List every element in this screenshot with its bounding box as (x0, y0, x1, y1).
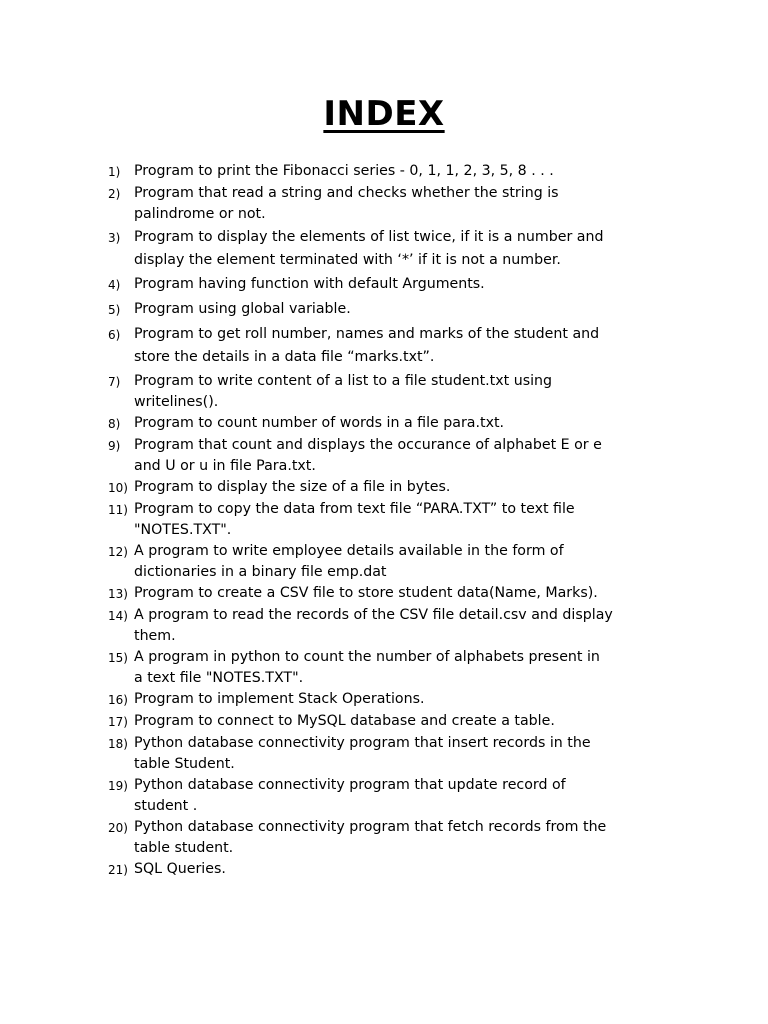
item-text (134, 775, 688, 817)
item-text (134, 711, 688, 732)
item-number: 8) (108, 417, 121, 431)
item-text (134, 274, 688, 295)
item-number: 18) (108, 737, 128, 751)
list-item (108, 274, 688, 296)
item-text (134, 299, 688, 320)
item-number: 4) (108, 278, 121, 292)
list-item (108, 227, 688, 271)
item-text (134, 541, 688, 583)
item-number: 2) (108, 187, 121, 201)
item-line: Program to count number of words in a file para.txt. (134, 415, 505, 431)
list-item (108, 324, 688, 368)
list-item (108, 435, 688, 477)
item-line: A program to read the records of the CSV file detail.csv and display (134, 607, 613, 623)
item-text (134, 477, 688, 498)
page-title (0, 90, 768, 138)
item-line: Program to display the elements of list twice, if it is a number and (134, 229, 604, 245)
item-line: Program to get roll number, names and marks of the student and (134, 326, 600, 342)
list-item (108, 499, 688, 541)
item-number: 3) (108, 231, 121, 245)
item-text (134, 227, 688, 271)
item-line: Program having function with default Arguments. (134, 276, 485, 292)
item-text (134, 324, 688, 368)
item-number: 15) (108, 651, 128, 665)
item-text (134, 817, 688, 859)
item-text (134, 499, 688, 541)
item-line: SQL Queries. (134, 861, 226, 877)
item-text (134, 583, 688, 604)
item-text (134, 859, 688, 880)
list-item (108, 477, 688, 499)
list-item (108, 541, 688, 583)
item-number: 20) (108, 821, 128, 835)
item-line: table student. (134, 840, 234, 856)
item-line: Program to create a CSV file to store student data(Name, Marks). (134, 585, 598, 601)
list-item (108, 583, 688, 605)
item-number: 5) (108, 303, 121, 317)
list-item (108, 161, 688, 183)
item-text (134, 733, 688, 775)
item-text (134, 647, 688, 689)
item-line: dictionaries in a binary file emp.dat (134, 564, 387, 580)
list-item (108, 689, 688, 711)
item-text (134, 605, 688, 647)
item-text (134, 435, 688, 477)
page-title-text: INDEX (323, 94, 445, 134)
list-item (108, 371, 688, 413)
item-line: Program that count and displays the occurance of alphabet E or e (134, 437, 602, 453)
item-text (134, 413, 688, 434)
index-list (108, 161, 688, 881)
item-line: Program to connect to MySQL database and create a table. (134, 713, 555, 729)
item-line: "NOTES.TXT". (134, 522, 232, 538)
item-number: 13) (108, 587, 128, 601)
item-line: writelines(). (134, 394, 219, 410)
item-line: Program using global variable. (134, 301, 351, 317)
item-line: Program that read a string and checks whether the string is (134, 185, 559, 201)
item-number: 11) (108, 503, 128, 517)
list-item (108, 605, 688, 647)
item-line: Program to print the Fibonacci series - 0, 1, 1, 2, 3, 5, 8 . . . (134, 163, 554, 179)
item-line: Python database connectivity program that insert records in the (134, 735, 591, 751)
item-line: palindrome or not. (134, 206, 266, 222)
list-item (108, 647, 688, 689)
item-number: 9) (108, 439, 121, 453)
item-line: table Student. (134, 756, 235, 772)
list-item (108, 183, 688, 225)
item-line: A program to write employee details available in the form of (134, 543, 564, 559)
item-line: and U or u in file Para.txt. (134, 458, 316, 474)
item-text (134, 161, 688, 182)
item-line: Program to write content of a list to a file student.txt using (134, 373, 553, 389)
item-line: a text file "NOTES.TXT". (134, 670, 304, 686)
item-line: Program to copy the data from text file “PARA.TXT” to text file (134, 501, 575, 517)
item-number: 6) (108, 328, 121, 342)
item-number: 16) (108, 693, 128, 707)
item-line: Python database connectivity program that fetch records from the (134, 819, 607, 835)
item-line: display the element terminated with ‘*’ if it is not a number. (134, 252, 561, 268)
item-line: Python database connectivity program that update record of (134, 777, 566, 793)
item-number: 14) (108, 609, 128, 623)
list-item (108, 299, 688, 321)
item-text (134, 183, 688, 225)
item-number: 12) (108, 545, 128, 559)
item-line: them. (134, 628, 176, 644)
item-number: 19) (108, 779, 128, 793)
list-item (108, 733, 688, 775)
item-line: Program to display the size of a file in bytes. (134, 479, 451, 495)
item-number: 10) (108, 481, 128, 495)
item-line: Program to implement Stack Operations. (134, 691, 425, 707)
item-line: store the details in a data file “marks.txt”. (134, 349, 435, 365)
item-number: 17) (108, 715, 128, 729)
list-item (108, 817, 688, 859)
item-number: 7) (108, 375, 121, 389)
item-line: student . (134, 798, 198, 814)
item-number: 1) (108, 165, 121, 179)
list-item (108, 413, 688, 435)
item-number: 21) (108, 863, 128, 877)
item-text (134, 371, 688, 413)
item-line: A program in python to count the number of alphabets present in (134, 649, 600, 665)
item-text (134, 689, 688, 710)
list-item (108, 775, 688, 817)
list-item (108, 859, 688, 881)
list-item (108, 711, 688, 733)
